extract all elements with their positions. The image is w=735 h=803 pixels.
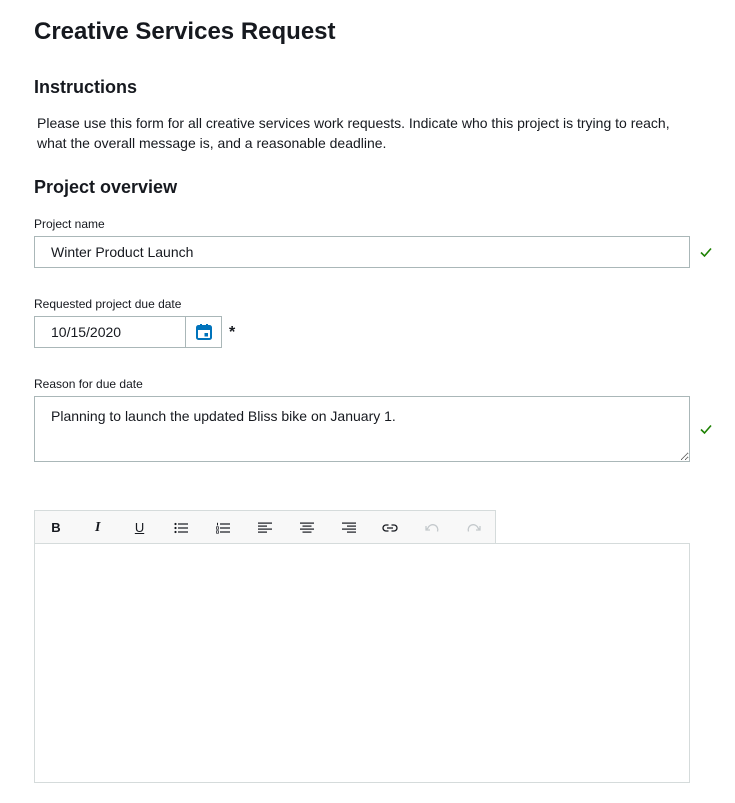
page-title: Creative Services Request	[34, 18, 336, 45]
bullet-list-icon	[174, 522, 188, 534]
check-icon	[699, 422, 713, 436]
instructions-text: Please use this form for all creative services work requests. Indicate who this project is trying to reach, what the overall message is, and a reasonable deadline.	[37, 115, 670, 151]
project-overview-heading: Project overview	[34, 177, 178, 197]
due-date-picker	[34, 316, 222, 348]
undo-button[interactable]	[411, 512, 453, 544]
bold-button[interactable]: B	[51, 520, 61, 535]
numbered-list-button[interactable]	[202, 512, 244, 544]
calendar-button[interactable]	[185, 317, 221, 347]
italic-button[interactable]: I	[94, 519, 101, 535]
project-name-input[interactable]	[34, 236, 690, 268]
redo-icon	[467, 523, 481, 533]
align-right-icon	[342, 522, 356, 534]
align-center-icon	[300, 522, 314, 534]
align-left-button[interactable]	[244, 512, 286, 544]
bullet-list-button[interactable]	[160, 512, 202, 544]
align-right-button[interactable]	[328, 512, 370, 544]
calendar-icon	[195, 323, 213, 341]
check-icon	[699, 245, 713, 259]
rich-text-editor[interactable]	[34, 543, 690, 783]
align-left-icon	[258, 522, 272, 534]
instructions-heading: Instructions	[34, 77, 138, 97]
reason-label: Reason for due date	[34, 377, 143, 391]
align-center-button[interactable]	[286, 512, 328, 544]
editor-toolbar	[34, 510, 496, 544]
link-icon	[382, 523, 398, 533]
numbered-list-icon	[216, 522, 230, 534]
underline-button[interactable]: U	[134, 520, 145, 535]
due-date-input[interactable]	[35, 317, 185, 347]
due-date-label: Requested project due date	[34, 297, 182, 311]
reason-textarea[interactable]	[34, 396, 690, 462]
project-name-label: Project name	[34, 217, 105, 231]
undo-icon	[425, 523, 439, 533]
link-button[interactable]	[370, 512, 412, 544]
required-marker: *	[229, 324, 236, 341]
redo-button[interactable]	[453, 512, 495, 544]
